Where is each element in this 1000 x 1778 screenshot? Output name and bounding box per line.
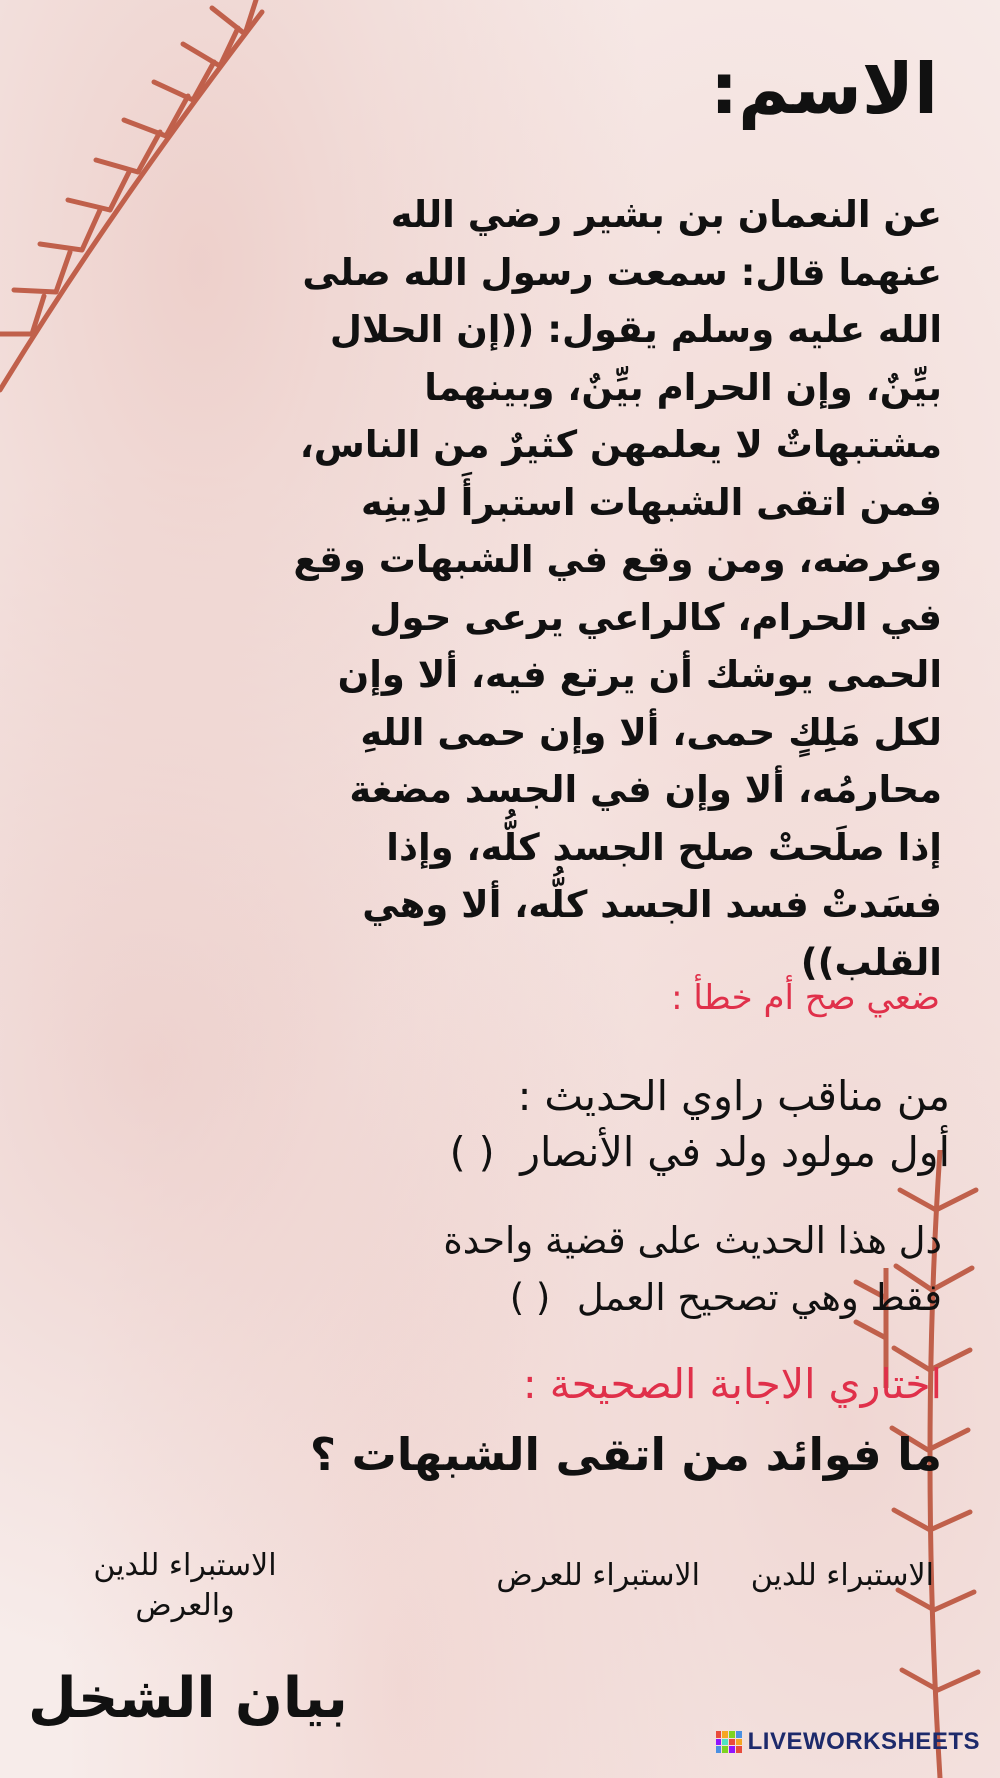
hadith-line: الحمى يوشك أن يرتع فيه، ألا وإن	[337, 653, 942, 696]
question-1-line-2: أول مولود ولد في الأنصار	[520, 1128, 950, 1176]
option-honor[interactable]: الاستبراء للعرض	[496, 1558, 700, 1593]
hadith-line: عنهما قال: سمعت رسول الله صلى	[302, 250, 942, 294]
hadith-line: الله عليه وسلم يقول: ((إن الحلال	[329, 308, 942, 351]
question-2-line-1: دل هذا الحديث على قضية واحدة	[443, 1219, 942, 1262]
hadith-line: في الحرام، كالراعي يرعى حول	[369, 595, 942, 639]
hadith-line: القلب))	[800, 940, 942, 984]
hadith-line: وعرضه، ومن وقع في الشبهات وقع	[293, 538, 942, 581]
hadith-line: لكل مَلِكٍ حمى، ألا وإن حمى اللهِ	[360, 710, 942, 754]
name-label: الاسم:	[710, 48, 938, 130]
logo-grid-icon	[716, 1731, 742, 1753]
true-false-heading: ضعي صح أم خطأ :	[671, 978, 940, 1018]
answer-blank-1[interactable]: ( )	[449, 1128, 495, 1176]
true-false-question-2	[443, 1212, 942, 1326]
hadith-line: عن النعمان بن بشير رضي الله	[390, 193, 942, 236]
question-1-line-1: من مناقب راوي الحديث :	[517, 1072, 950, 1120]
multiple-choice-question: ما فوائد من اتقى الشبهات ؟	[309, 1428, 942, 1481]
hadith-line: إذا صلَحتْ صلح الجسد كلُّه، وإذا	[386, 825, 942, 869]
hadith-line: فسَدتْ فسد الجسد كلُّه، ألا وهي	[362, 883, 942, 926]
footer-title: بيان الشخل	[28, 1666, 348, 1731]
true-false-question-1	[437, 1068, 950, 1180]
hadith-line: بيِّنٌ، وإن الحرام بيِّنٌ، وبينهما	[424, 365, 942, 409]
hadith-line: محارمُه، ألا وإن في الجسد مضغة	[349, 768, 942, 811]
option-religion-and-honor[interactable]: الاستبراء للدين والعرض	[93, 1548, 277, 1623]
question-2-line-2: فقط وهي تصحيح العمل	[576, 1276, 942, 1319]
hadith-line: مشتبهاتٌ لا يعلمهن كثيرٌ من الناس،	[299, 423, 942, 466]
option-religion[interactable]: الاستبراء للدين	[750, 1558, 934, 1593]
top-left-leaf-branch	[0, 0, 290, 400]
liveworksheets-logo	[716, 1728, 980, 1756]
logo-text: LIVEWORKSHEETS	[747, 1728, 980, 1755]
answer-blank-2[interactable]: ( )	[509, 1276, 551, 1319]
hadith-text	[262, 186, 942, 991]
multiple-choice-heading: اختاري الاجابة الصحيحة :	[522, 1360, 942, 1408]
hadith-line: فمن اتقى الشبهات استبرأَ لدِينِه	[361, 480, 942, 524]
